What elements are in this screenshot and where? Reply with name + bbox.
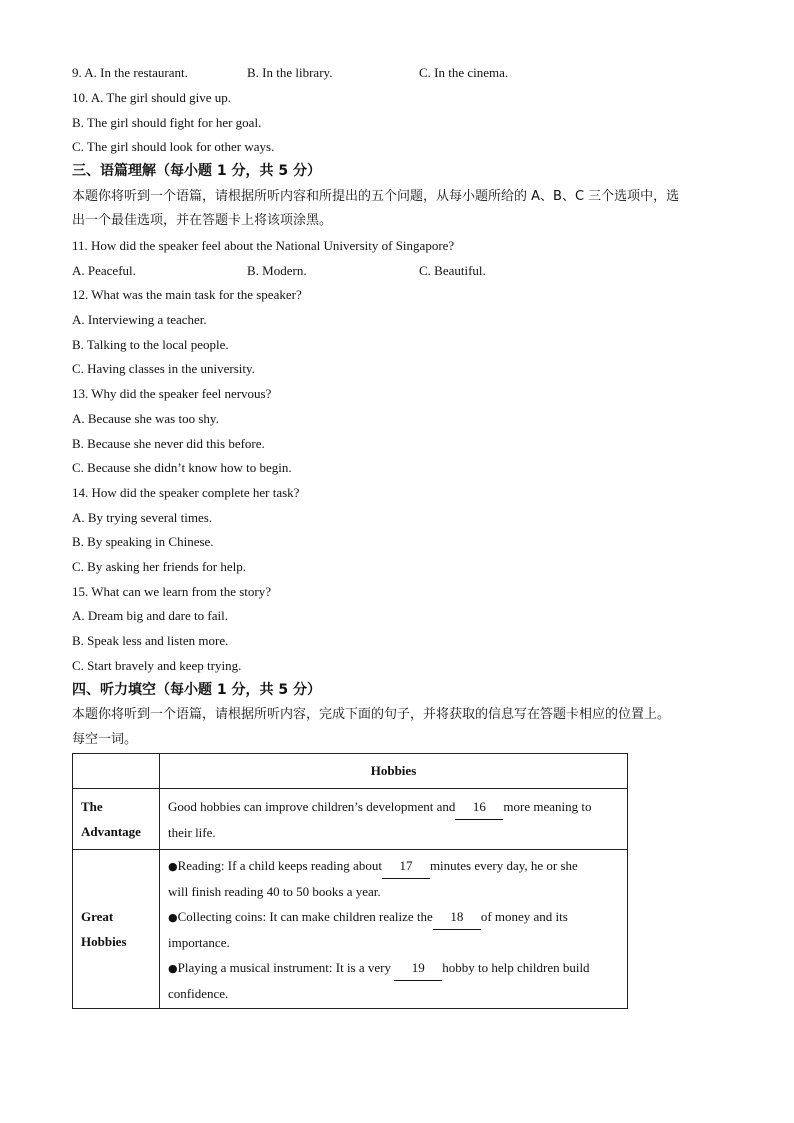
advantage-label-line1: The — [81, 799, 103, 814]
q10-option-c: C. The girl should look for other ways. — [72, 139, 275, 154]
advantage-label — [73, 789, 160, 850]
q15-option-b: B. Speak less and listen more. — [72, 633, 229, 648]
reading-text-post: minutes every day, he or she — [429, 857, 578, 873]
section-3-instruction-line2: 出一个最佳选项，并在答题卡上将该项涂黑。 — [72, 213, 333, 228]
advantage-label-line2: Advantage — [81, 824, 141, 839]
blank-17: 17 — [382, 853, 430, 879]
q10-option-a: 10. A. The girl should give up. — [72, 90, 232, 105]
bullet-icon: ● — [168, 910, 178, 924]
advantage-text — [160, 789, 628, 850]
section-3-title: 三、语篇理解（每小题 1 分，共 5 分） — [72, 163, 321, 179]
advantage-text-pre: Good hobbies can improve children’s development and — [168, 798, 456, 814]
q9-prefix: 9. A. — [72, 65, 97, 80]
question-12: 12. What was the main task for the speaker? — [72, 287, 302, 302]
table-row-great-hobbies — [73, 850, 628, 1009]
section-4-instruction-line2: 每空一词。 — [72, 732, 138, 747]
collecting-text-post: of money and its — [480, 908, 568, 924]
q14-option-a: A. By trying several times. — [72, 510, 213, 525]
q15-option-c: C. Start bravely and keep trying. — [72, 658, 242, 673]
table-header-hobbies: Hobbies — [160, 754, 628, 789]
hobbies-table — [72, 753, 628, 1009]
question-15: 15. What can we learn from the story? — [72, 584, 272, 599]
q10-option-b: B. The girl should fight for her goal. — [72, 115, 262, 130]
great-hobbies-text — [160, 850, 628, 1009]
bullet-icon: ● — [168, 961, 178, 975]
q13-option-b: B. Because she never did this before. — [72, 436, 265, 451]
q9-option-a: In the restaurant. — [100, 65, 188, 80]
q9-option-c: C. In the cinema. — [419, 65, 509, 80]
question-9-options — [72, 64, 632, 82]
great-hobbies-label — [73, 850, 160, 1009]
collecting-text-pre: Collecting coins: It can make children realize the — [177, 908, 433, 924]
collecting-line2: importance. — [168, 934, 230, 950]
q12-option-c: C. Having classes in the university. — [72, 361, 255, 376]
section-3-instruction-line1: 本题你将听到一个语篇，请根据所听内容和所提出的五个问题，从每小题所给的 A、B、C 三个选项中，选 — [72, 189, 680, 204]
table-row-advantage — [73, 789, 628, 850]
q11-option-b: B. Modern. — [247, 263, 307, 278]
q15-option-a: A. Dream big and dare to fail. — [72, 608, 228, 623]
instrument-text-post: hobby to help children build — [442, 959, 590, 975]
question-13: 13. Why did the speaker feel nervous? — [72, 386, 272, 401]
section-4-instruction-line1: 本题你将听到一个语篇，请根据所听内容，完成下面的句子，并将获取的信息写在答题卡相应的位置上。 — [72, 707, 671, 722]
reading-text-pre: Reading: If a child keeps reading about — [177, 857, 382, 873]
q11-option-a: A. Peaceful. — [72, 263, 136, 278]
instrument-line2: confidence. — [168, 985, 229, 1001]
reading-line1 — [168, 853, 619, 879]
q11-option-c: C. Beautiful. — [419, 263, 486, 278]
blank-16: 16 — [455, 794, 503, 820]
great-hobbies-label-line2: Hobbies — [81, 934, 127, 949]
reading-line2: will finish reading 40 to 50 books a year. — [168, 883, 381, 899]
blank-18: 18 — [433, 904, 481, 930]
advantage-text-post: more meaning to — [503, 798, 592, 814]
section-4-title: 四、听力填空（每小题 1 分，共 5 分） — [72, 682, 321, 698]
question-11-options — [72, 262, 632, 280]
question-11: 11. How did the speaker feel about the National University of Singapore? — [72, 238, 455, 253]
bullet-icon: ● — [168, 859, 178, 873]
q14-option-c: C. By asking her friends for help. — [72, 559, 247, 574]
instrument-text-pre: Playing a musical instrument: It is a very — [177, 959, 391, 975]
collecting-line1 — [168, 904, 619, 930]
q13-option-a: A. Because she was too shy. — [72, 411, 219, 426]
q9-option-b: B. In the library. — [247, 65, 333, 80]
q13-option-c: C. Because she didn’t know how to begin. — [72, 460, 292, 475]
q12-option-b: B. Talking to the local people. — [72, 337, 229, 352]
q14-option-b: B. By speaking in Chinese. — [72, 534, 214, 549]
table-header-row — [73, 754, 628, 789]
advantage-text-line1 — [168, 794, 619, 820]
instrument-line1 — [168, 955, 619, 981]
advantage-text-line2: their life. — [168, 824, 216, 840]
table-header-empty-cell — [73, 754, 160, 789]
q12-option-a: A. Interviewing a teacher. — [72, 312, 207, 327]
blank-19: 19 — [394, 955, 442, 981]
great-hobbies-label-line1: Great — [81, 909, 114, 924]
question-14: 14. How did the speaker complete her task? — [72, 485, 300, 500]
